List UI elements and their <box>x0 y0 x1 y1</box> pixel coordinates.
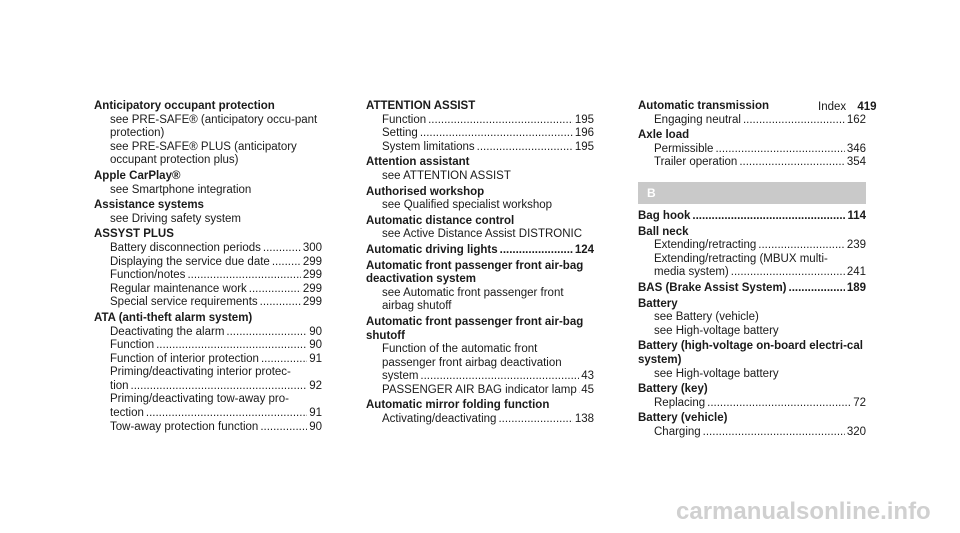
dot-leader <box>249 283 301 297</box>
subentry-text: Trailer operation <box>654 156 738 169</box>
index-term-row[interactable] <box>638 282 866 296</box>
dot-leader <box>789 282 845 296</box>
subentry-text: media system) <box>654 266 729 279</box>
index-subentry[interactable] <box>94 256 322 270</box>
dot-leader <box>500 244 573 258</box>
index-subentry-row[interactable] <box>654 114 866 128</box>
index-subentry-row[interactable] <box>382 141 594 155</box>
index-subentry-row[interactable] <box>110 339 322 353</box>
index-term: ATTENTION ASSIST <box>366 100 476 112</box>
index-column-3 <box>638 100 866 441</box>
index-subentry[interactable] <box>94 393 322 420</box>
index-term: Automatic mirror folding function <box>366 399 550 412</box>
index-entry <box>638 210 866 224</box>
page-reference[interactable]: 92 <box>309 379 322 392</box>
page-number: 419 <box>857 101 877 113</box>
dot-leader <box>692 210 845 224</box>
index-term: Automatic transmission <box>638 100 769 112</box>
index-term: Anticipatory occupant protection <box>94 100 275 112</box>
cross-reference[interactable]: see Battery (vehicle) <box>654 311 759 324</box>
index-subentry-row[interactable] <box>382 413 594 427</box>
subentry-text: Displaying the service due date <box>110 255 270 268</box>
dot-leader <box>261 353 307 367</box>
index-term: Battery (key) <box>638 383 708 396</box>
page-reference[interactable]: 320 <box>846 425 866 438</box>
index-term: Automatic front passenger front air-bag shutoff <box>366 315 584 342</box>
index-subentry[interactable] <box>638 325 866 339</box>
page-reference[interactable]: 189 <box>846 281 866 294</box>
page-reference[interactable]: 354 <box>846 156 866 169</box>
subentry-text: Regular maintenance work <box>110 282 247 295</box>
index-term: Ball neck <box>638 225 689 238</box>
page-reference[interactable]: 114 <box>847 209 866 222</box>
subentry-text-line: Priming/deactivating interior protec- <box>110 366 291 379</box>
index-entry <box>94 228 322 310</box>
subentry-text: Tow-away protection function <box>110 420 259 433</box>
page-reference[interactable]: 90 <box>309 325 322 338</box>
subentry-text: Engaging neutral <box>654 113 741 126</box>
page-reference[interactable]: 90 <box>309 420 322 433</box>
index-subentry[interactable] <box>366 114 594 128</box>
subentry-text: tion <box>110 379 129 392</box>
subentry-text-line: Function of the automatic front passenger front airbag deactivation <box>382 343 562 369</box>
index-column-2 <box>366 100 594 429</box>
subentry-text: system <box>382 370 419 383</box>
index-entry <box>366 100 594 154</box>
subentry-text: Function <box>382 113 427 126</box>
index-subentry[interactable] <box>94 353 322 367</box>
index-entry <box>366 316 594 398</box>
index-term: Automatic driving lights <box>366 243 498 256</box>
index-subentry[interactable] <box>366 287 594 314</box>
index-group-b <box>638 210 866 440</box>
dot-leader <box>420 127 573 141</box>
subentry-text: Battery disconnection periods <box>110 241 261 254</box>
dot-leader <box>187 269 300 283</box>
index-subentry-row[interactable] <box>382 370 594 384</box>
cross-reference[interactable]: see PRE-SAFE® PLUS (anticipatory occupant protection plus) <box>110 140 297 167</box>
index-term: Battery (high-voltage on-board electri-cal system) <box>638 340 863 366</box>
index-subentry[interactable] <box>638 368 866 382</box>
index-term: Attention assistant <box>366 156 470 169</box>
index-subentry[interactable] <box>94 114 322 141</box>
subentry-text: Replacing <box>654 396 706 409</box>
index-subentry[interactable] <box>366 127 594 141</box>
index-subentry[interactable] <box>638 397 866 411</box>
index-entry <box>366 156 594 183</box>
index-subentry[interactable] <box>638 156 866 170</box>
subentry-text: Extending/retracting <box>654 239 757 252</box>
section-heading-b: B <box>638 182 866 204</box>
index-entry <box>638 340 866 381</box>
page-reference[interactable]: 241 <box>846 266 866 279</box>
index-subentry[interactable] <box>94 242 322 256</box>
page-reference[interactable]: 346 <box>846 142 866 155</box>
index-entry <box>638 298 866 339</box>
page-reference[interactable]: 138 <box>574 413 594 426</box>
index-subentry[interactable] <box>366 170 594 184</box>
dot-leader <box>715 143 844 157</box>
cross-reference[interactable]: see Active Distance Assist DISTRONIC <box>382 228 583 241</box>
index-entry <box>638 412 866 439</box>
index-subentry-row[interactable] <box>110 353 322 367</box>
page-reference[interactable]: 162 <box>846 113 866 126</box>
index-subentry[interactable] <box>94 296 322 310</box>
index-group-a <box>638 100 866 170</box>
page-reference[interactable]: 196 <box>574 127 594 140</box>
dot-leader <box>703 426 845 440</box>
index-term: Axle load <box>638 129 690 142</box>
page-reference[interactable]: 299 <box>302 255 322 268</box>
index-subentry[interactable] <box>366 343 594 384</box>
header-label: Index <box>818 101 847 113</box>
dot-leader <box>739 156 845 170</box>
index-term: Authorised workshop <box>366 185 485 198</box>
index-subentry-row[interactable] <box>110 326 322 340</box>
index-subentry[interactable] <box>366 199 594 213</box>
subentry-text-line: Priming/deactivating tow-away pro- <box>110 393 289 406</box>
dot-leader <box>156 339 307 353</box>
index-term: Battery (vehicle) <box>638 412 728 425</box>
index-term: ATA (anti-theft alarm system) <box>94 311 253 324</box>
index-column-1 <box>94 100 322 436</box>
index-subentry-row[interactable] <box>654 426 866 440</box>
index-subentry[interactable] <box>94 184 322 198</box>
index-subentry[interactable] <box>94 269 322 283</box>
page-reference[interactable]: 124 <box>574 243 594 256</box>
index-term: Battery <box>638 297 678 310</box>
dot-leader <box>420 370 579 384</box>
page-reference[interactable]: 300 <box>302 241 322 254</box>
subentry-text: System limitations <box>382 140 475 153</box>
subentry-text: tection <box>110 407 144 420</box>
page-reference[interactable]: 91 <box>309 407 322 420</box>
index-subentry[interactable] <box>638 426 866 440</box>
index-term: ASSYST PLUS <box>94 228 174 241</box>
index-subentry-row[interactable] <box>654 156 866 170</box>
index-subentry[interactable] <box>94 141 322 168</box>
index-subentry-row[interactable] <box>110 380 322 394</box>
index-term: Assistance systems <box>94 199 204 212</box>
index-entry <box>94 170 322 197</box>
cross-reference[interactable]: see Qualified specialist workshop <box>382 199 553 212</box>
page-reference[interactable]: 299 <box>302 282 322 295</box>
subentry-text: Permissible <box>654 142 714 155</box>
dot-leader <box>743 114 845 128</box>
index-subentry-row[interactable] <box>654 266 866 280</box>
index-entry <box>94 100 322 168</box>
dot-leader <box>477 141 573 155</box>
cross-reference[interactable]: see Automatic front passenger front airbag shutoff <box>382 286 564 313</box>
page-reference[interactable]: 91 <box>309 352 322 365</box>
index-term-row[interactable] <box>366 244 594 258</box>
index-subentry-row[interactable] <box>654 239 866 253</box>
cross-reference[interactable]: see High-voltage battery <box>654 324 779 337</box>
index-term-row[interactable] <box>638 210 866 224</box>
subentry-text: Special service requirements <box>110 296 258 309</box>
index-subentry-row[interactable] <box>382 114 594 128</box>
page-reference[interactable]: 43 <box>581 370 594 383</box>
index-subentry[interactable] <box>366 228 594 242</box>
dot-leader <box>707 397 851 411</box>
index-subentry-row[interactable] <box>382 127 594 141</box>
index-entry <box>638 100 866 127</box>
index-entry <box>638 383 866 410</box>
index-term: BAS (Brake Assist System) <box>638 281 787 294</box>
index-subentry[interactable] <box>94 421 322 435</box>
dot-leader <box>260 296 301 310</box>
index-subentry[interactable] <box>94 326 322 340</box>
index-term: Automatic front passenger front air-bag deactivation system <box>366 259 584 286</box>
index-entry <box>366 215 594 242</box>
index-subentry[interactable] <box>638 253 866 280</box>
index-subentry-row[interactable] <box>382 384 594 398</box>
subentry-text: Setting <box>382 127 418 140</box>
subentry-text: Activating/deactivating <box>382 413 497 426</box>
page-reference[interactable]: 45 <box>581 383 594 396</box>
cross-reference[interactable]: see High-voltage battery <box>654 367 779 380</box>
index-subentry-row[interactable] <box>654 143 866 157</box>
dot-leader <box>263 242 301 256</box>
page-reference[interactable]: 239 <box>846 239 866 252</box>
index-entry <box>638 282 866 296</box>
index-subentry-row[interactable] <box>110 407 322 421</box>
index-subentry-row[interactable] <box>110 269 322 283</box>
index-subentry[interactable] <box>94 366 322 393</box>
index-subentry-row[interactable] <box>110 283 322 297</box>
subentry-text: PASSENGER AIR BAG indicator lamp <box>382 383 577 396</box>
subentry-text: Charging <box>654 425 701 438</box>
index-subentry[interactable] <box>638 311 866 325</box>
dot-leader <box>428 114 573 128</box>
page-reference[interactable]: 90 <box>309 339 322 352</box>
dot-leader <box>131 380 308 394</box>
cross-reference[interactable]: see ATTENTION ASSIST <box>382 169 511 182</box>
watermark: carmanualsonline.info <box>676 498 931 525</box>
dot-leader <box>731 266 845 280</box>
dot-leader <box>146 407 307 421</box>
index-entry <box>366 244 594 258</box>
subentry-text: Function <box>110 339 155 352</box>
cross-reference[interactable]: see Driving safety system <box>110 212 242 225</box>
index-subentry[interactable] <box>366 384 594 398</box>
index-subentry-row[interactable] <box>110 256 322 270</box>
index-entry <box>94 312 322 434</box>
index-subentry[interactable] <box>638 143 866 157</box>
dot-leader <box>226 326 307 340</box>
index-subentry[interactable] <box>638 114 866 128</box>
page-reference[interactable]: 195 <box>574 140 594 153</box>
page-reference[interactable]: 72 <box>853 396 866 409</box>
index-term: Automatic distance control <box>366 214 515 227</box>
page-reference[interactable]: 299 <box>302 296 322 309</box>
subentry-text: Function of interior protection <box>110 352 259 365</box>
index-entry <box>366 260 594 314</box>
dot-leader <box>758 239 845 253</box>
cross-reference[interactable]: see PRE-SAFE® (anticipatory occu-pant protection) <box>110 113 318 140</box>
index-subentry-row[interactable] <box>110 242 322 256</box>
page-reference[interactable]: 195 <box>574 113 594 126</box>
index-entry <box>638 226 866 280</box>
index-subentry[interactable] <box>94 339 322 353</box>
index-term: Bag hook <box>638 209 691 222</box>
index-subentry-row[interactable] <box>110 421 322 435</box>
index-subentry[interactable] <box>366 413 594 427</box>
dot-leader <box>498 413 572 427</box>
index-entry <box>94 199 322 226</box>
subentry-text: Function/notes <box>110 269 186 282</box>
subentry-text-line: Extending/retracting (MBUX multi- <box>654 252 828 265</box>
index-subentry[interactable] <box>366 141 594 155</box>
index-term: Apple CarPlay® <box>94 169 181 182</box>
dot-leader <box>260 421 307 435</box>
index-subentry[interactable] <box>638 239 866 253</box>
index-subentry[interactable] <box>94 213 322 227</box>
index-entry <box>366 399 594 426</box>
index-subentry-row[interactable] <box>654 397 866 411</box>
page-reference[interactable]: 299 <box>302 269 322 282</box>
index-entry <box>638 129 866 170</box>
subentry-text: Deactivating the alarm <box>110 325 225 338</box>
index-subentry[interactable] <box>94 283 322 297</box>
cross-reference[interactable]: see Smartphone integration <box>110 183 252 196</box>
index-entry <box>366 186 594 213</box>
index-subentry-row[interactable] <box>110 296 322 310</box>
dot-leader <box>272 256 301 270</box>
